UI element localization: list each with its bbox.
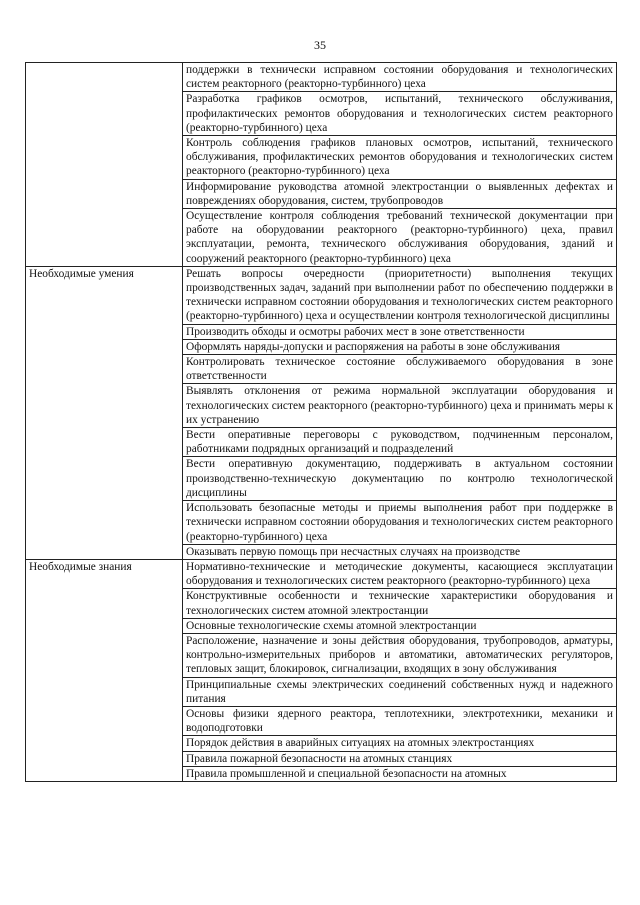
requirement-text: Контроль соблюдения графиков плановых осмотров, испытаний, технического обслуживания, профилактических ремонтов оборудования и технологических систем реакторного (реакторно-турбинного) цеха bbox=[183, 136, 617, 180]
requirement-text: Основы физики ядерного реактора, теплотехники, электротехники, механики и водоподготовки bbox=[183, 706, 617, 735]
requirement-text: Правила пожарной безопасности на атомных станциях bbox=[183, 751, 617, 766]
table-row bbox=[26, 559, 617, 588]
requirement-text: Конструктивные особенности и технические характеристики оборудования и технологических систем атомной электростанции bbox=[183, 589, 617, 618]
competency-table bbox=[25, 62, 617, 782]
table-row bbox=[26, 266, 617, 324]
requirement-text: Осуществление контроля соблюдения требований технической документации при работе на оборудовании реакторного (реакторно-турбинного) цеха, правил эксплуатации, ремонта, технического обслуживания оборудования, зданий и сооружений реакторного (реакторно-турбинного) цеха bbox=[183, 209, 617, 267]
requirement-text: Принципиальные схемы электрических соединений собственных нужд и надежного питания bbox=[183, 677, 617, 706]
table-row bbox=[26, 63, 617, 92]
requirement-text: Нормативно-технические и методические документы, касающиеся эксплуатации оборудования и технологических систем реакторного (реакторно-турбинного) цеха bbox=[183, 559, 617, 588]
requirement-text: Вести оперативные переговоры с руководством, подчиненным персоналом, работниками подрядных организаций и подразделений bbox=[183, 428, 617, 457]
requirement-text: Производить обходы и осмотры рабочих мест в зоне ответственности bbox=[183, 324, 617, 339]
requirement-text: Информирование руководства атомной электростанции о выявленных дефектах и повреждениях оборудования, систем, трубопроводов bbox=[183, 179, 617, 208]
competency-table-body bbox=[26, 63, 617, 782]
page-number: 35 bbox=[314, 38, 326, 52]
requirement-text: Основные технологические схемы атомной электростанции bbox=[183, 618, 617, 633]
requirement-text: Выявлять отклонения от режима нормальной эксплуатации оборудования и технологических систем реакторного (реакторно-турбинного) цеха и принимать меры к их устранению bbox=[183, 384, 617, 428]
section-label: Необходимые знания bbox=[26, 559, 183, 781]
section-label: Необходимые умения bbox=[26, 266, 183, 559]
requirement-text: Разработка графиков осмотров, испытаний, технического обслуживания, профилактических ремонтов оборудования и технологических систем реакторного (реакторно-турбинного) цеха bbox=[183, 92, 617, 136]
requirement-text: Расположение, назначение и зоны действия оборудования, трубопроводов, арматуры, контрольно-измерительных приборов и автоматики, автоматических регуляторов, тепловых защит, блокировок, сигнализации, входящих в зону обслуживания bbox=[183, 633, 617, 677]
requirement-text: Оказывать первую помощь при несчастных случаях на производстве bbox=[183, 544, 617, 559]
requirement-text: поддержки в технически исправном состоянии оборудования и технологических систем реакторного (реакторно-турбинного) цеха bbox=[183, 63, 617, 92]
requirement-text: Правила промышленной и специальной безопасности на атомных bbox=[183, 766, 617, 781]
requirement-text: Порядок действия в аварийных ситуациях на атомных электростанциях bbox=[183, 736, 617, 751]
section-label bbox=[26, 63, 183, 267]
requirement-text: Вести оперативную документацию, поддерживать в актуальном состоянии производственно-техническую документацию по контролю технологической дисциплины bbox=[183, 457, 617, 501]
requirement-text: Контролировать техническое состояние обслуживаемого оборудования в зоне ответственности bbox=[183, 355, 617, 384]
requirement-text: Решать вопросы очередности (приоритетности) выполнения текущих производственных задач, заданий при выполнении работ по обеспечению поддержки в технически исправном состоянии оборудования и технологических систем реакторного (реакторно-турбинного) цеха и осуществлении контроля технологической дисциплины bbox=[183, 266, 617, 324]
requirement-text: Оформлять наряды-допуски и распоряжения на работы в зоне обслуживания bbox=[183, 339, 617, 354]
requirement-text: Использовать безопасные методы и приемы выполнения работ при поддержке в технически исправном состоянии оборудования и технологических систем реакторного (реакторно-турбинного) цеха bbox=[183, 501, 617, 545]
